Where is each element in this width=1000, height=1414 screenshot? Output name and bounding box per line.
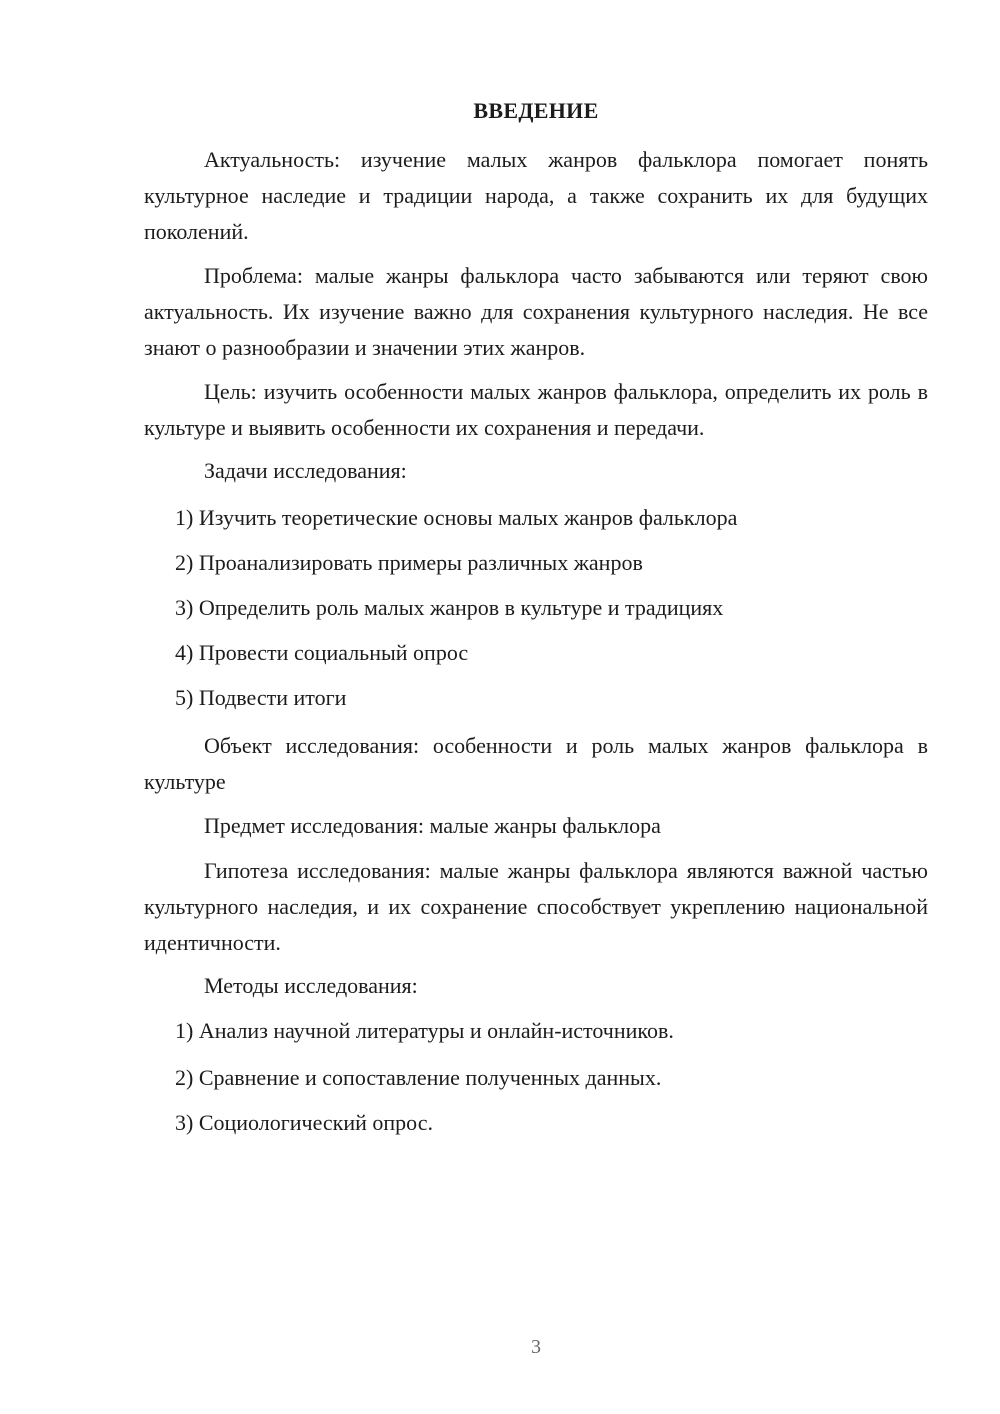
list-item: 4) Провести социальный опрос (175, 640, 469, 665)
object-paragraph: Объект исследования: особенности и роль малых жанров фальклора в культуре (144, 733, 928, 794)
list-item: 1) Изучить теоретические основы малых жанров фальклора (175, 505, 738, 530)
section-title: ВВЕДЕНИЕ (473, 98, 599, 123)
relevance-paragraph: Актуальность: изучение малых жанров фальклора помогает понять культурное наследие и традиции народа, а также сохранить их для будущих поколений. (144, 147, 928, 244)
subject-paragraph: Предмет исследования: малые жанры фальклора (204, 813, 661, 838)
list-item: 1) Анализ научной литературы и онлайн-источников. (175, 1018, 674, 1043)
hypothesis-paragraph: Гипотеза исследования: малые жанры фальклора являются важной частью культурного наследия, и их сохранение способствует укреплению национальной идентичности. (144, 858, 928, 955)
list-item: 2) Сравнение и сопоставление полученных данных. (175, 1065, 662, 1090)
list-item: 2) Проанализировать примеры различных жанров (175, 550, 643, 575)
list-item: 3) Определить роль малых жанров в культуре и традициях (175, 595, 724, 620)
page-number: 3 (531, 1336, 541, 1358)
list-item: 3) Социологический опрос. (175, 1110, 433, 1135)
methods-heading: Методы исследования: (204, 973, 418, 998)
goal-paragraph: Цель: изучить особенности малых жанров фальклора, определить их роль в культуре и выявить особенности их сохранения и передачи. (144, 379, 928, 440)
list-item: 5) Подвести итоги (175, 685, 347, 710)
problem-paragraph: Проблема: малые жанры фальклора часто забываются или теряют свою актуальность. Их изучение важно для сохранения культурного наследия. Не все знают о разнообразии и значении этих жанров. (144, 263, 928, 360)
tasks-heading: Задачи исследования: (204, 458, 407, 483)
